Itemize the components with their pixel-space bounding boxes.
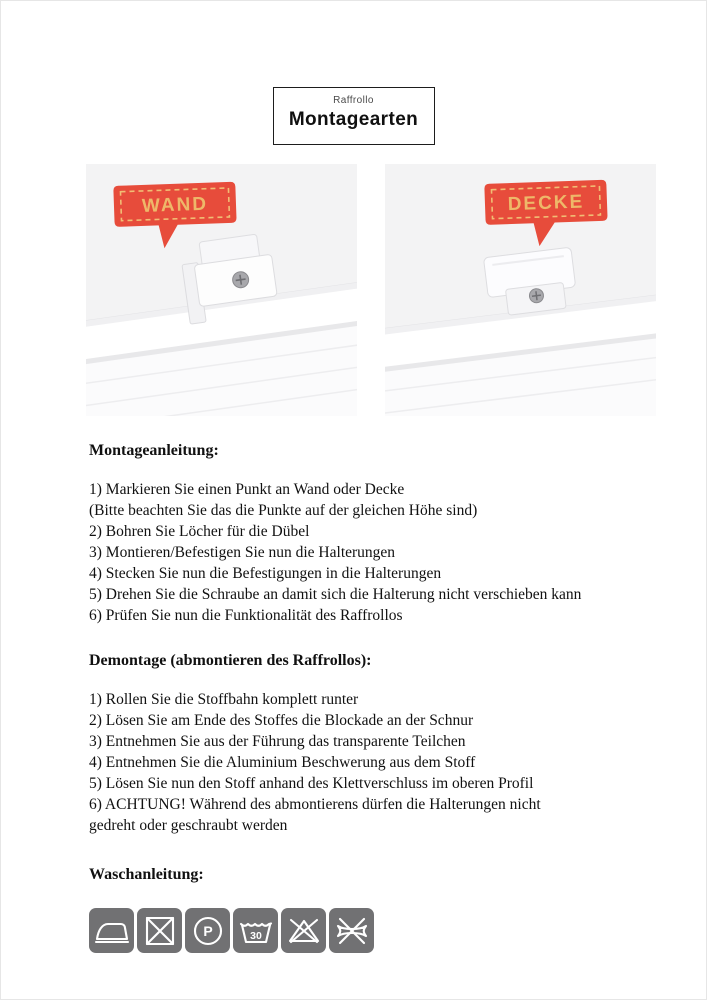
instruction-line: 2) Bohren Sie Löcher für die Dübel	[89, 523, 310, 540]
instruction-line: 5) Drehen Sie die Schraube an damit sich die Halterung nicht verschieben kann	[89, 586, 582, 603]
instruction-line: 4) Entnehmen Sie die Aluminium Beschwerung aus dem Stoff	[89, 754, 476, 771]
iron-icon	[89, 908, 134, 953]
instruction-line: 4) Stecken Sie nun die Befestigungen in die Halterungen	[89, 565, 442, 582]
instruction-line: 6) Prüfen Sie nun die Funktionalität des Raffrollos	[89, 607, 403, 624]
instruction-line: (Bitte beachten Sie das die Punkte auf der gleichen Höhe sind)	[89, 502, 478, 519]
instruction-line: 3) Entnehmen Sie aus der Führung das transparente Teilchen	[89, 733, 466, 750]
svg-text:30: 30	[249, 929, 262, 942]
brand-logo	[273, 87, 435, 145]
page-title: Montagearten	[288, 109, 419, 130]
decke-label: DECKE	[507, 191, 585, 216]
do-not-wring-icon	[329, 908, 374, 953]
instruction-line: 3) Montieren/Befestigen Sie nun die Halterungen	[89, 544, 396, 561]
instruction-line: 1) Rollen Sie die Stoffbahn komplett runter	[89, 691, 359, 708]
wash-heading: Waschanleitung:	[89, 866, 204, 883]
wand-label: WAND	[141, 193, 209, 217]
montage-steps	[89, 479, 659, 626]
wall-mount-photo	[86, 164, 357, 416]
instruction-line: 5) Lösen Sie nun den Stoff anhand des Klettverschluss im oberen Profil	[89, 775, 534, 792]
instruction-line: 1) Markieren Sie einen Punkt an Wand oder Decke	[89, 481, 405, 498]
svg-text:P: P	[202, 922, 213, 939]
wash-30-icon	[233, 908, 278, 953]
montage-heading: Montageanleitung:	[89, 442, 219, 459]
mounting-photos	[86, 164, 656, 416]
care-symbols	[89, 908, 659, 953]
demontage-steps	[89, 689, 659, 836]
instruction-line: 6) ACHTUNG! Während des abmontierens dürfen die Halterungen nicht	[89, 796, 541, 813]
instruction-line: gedreht oder geschraubt werden	[89, 817, 288, 834]
instructions	[89, 442, 659, 953]
do-not-dry-icon	[137, 908, 182, 953]
brand-subtitle: Raffrollo	[333, 95, 374, 106]
do-not-bleach-icon	[281, 908, 326, 953]
demontage-heading: Demontage (abmontieren des Raffrollos):	[89, 652, 372, 669]
instruction-line: 2) Lösen Sie am Ende des Stoffes die Blockade an der Schnur	[89, 712, 474, 729]
dry-clean-p-icon	[185, 908, 230, 953]
ceiling-mount-photo	[385, 164, 656, 416]
